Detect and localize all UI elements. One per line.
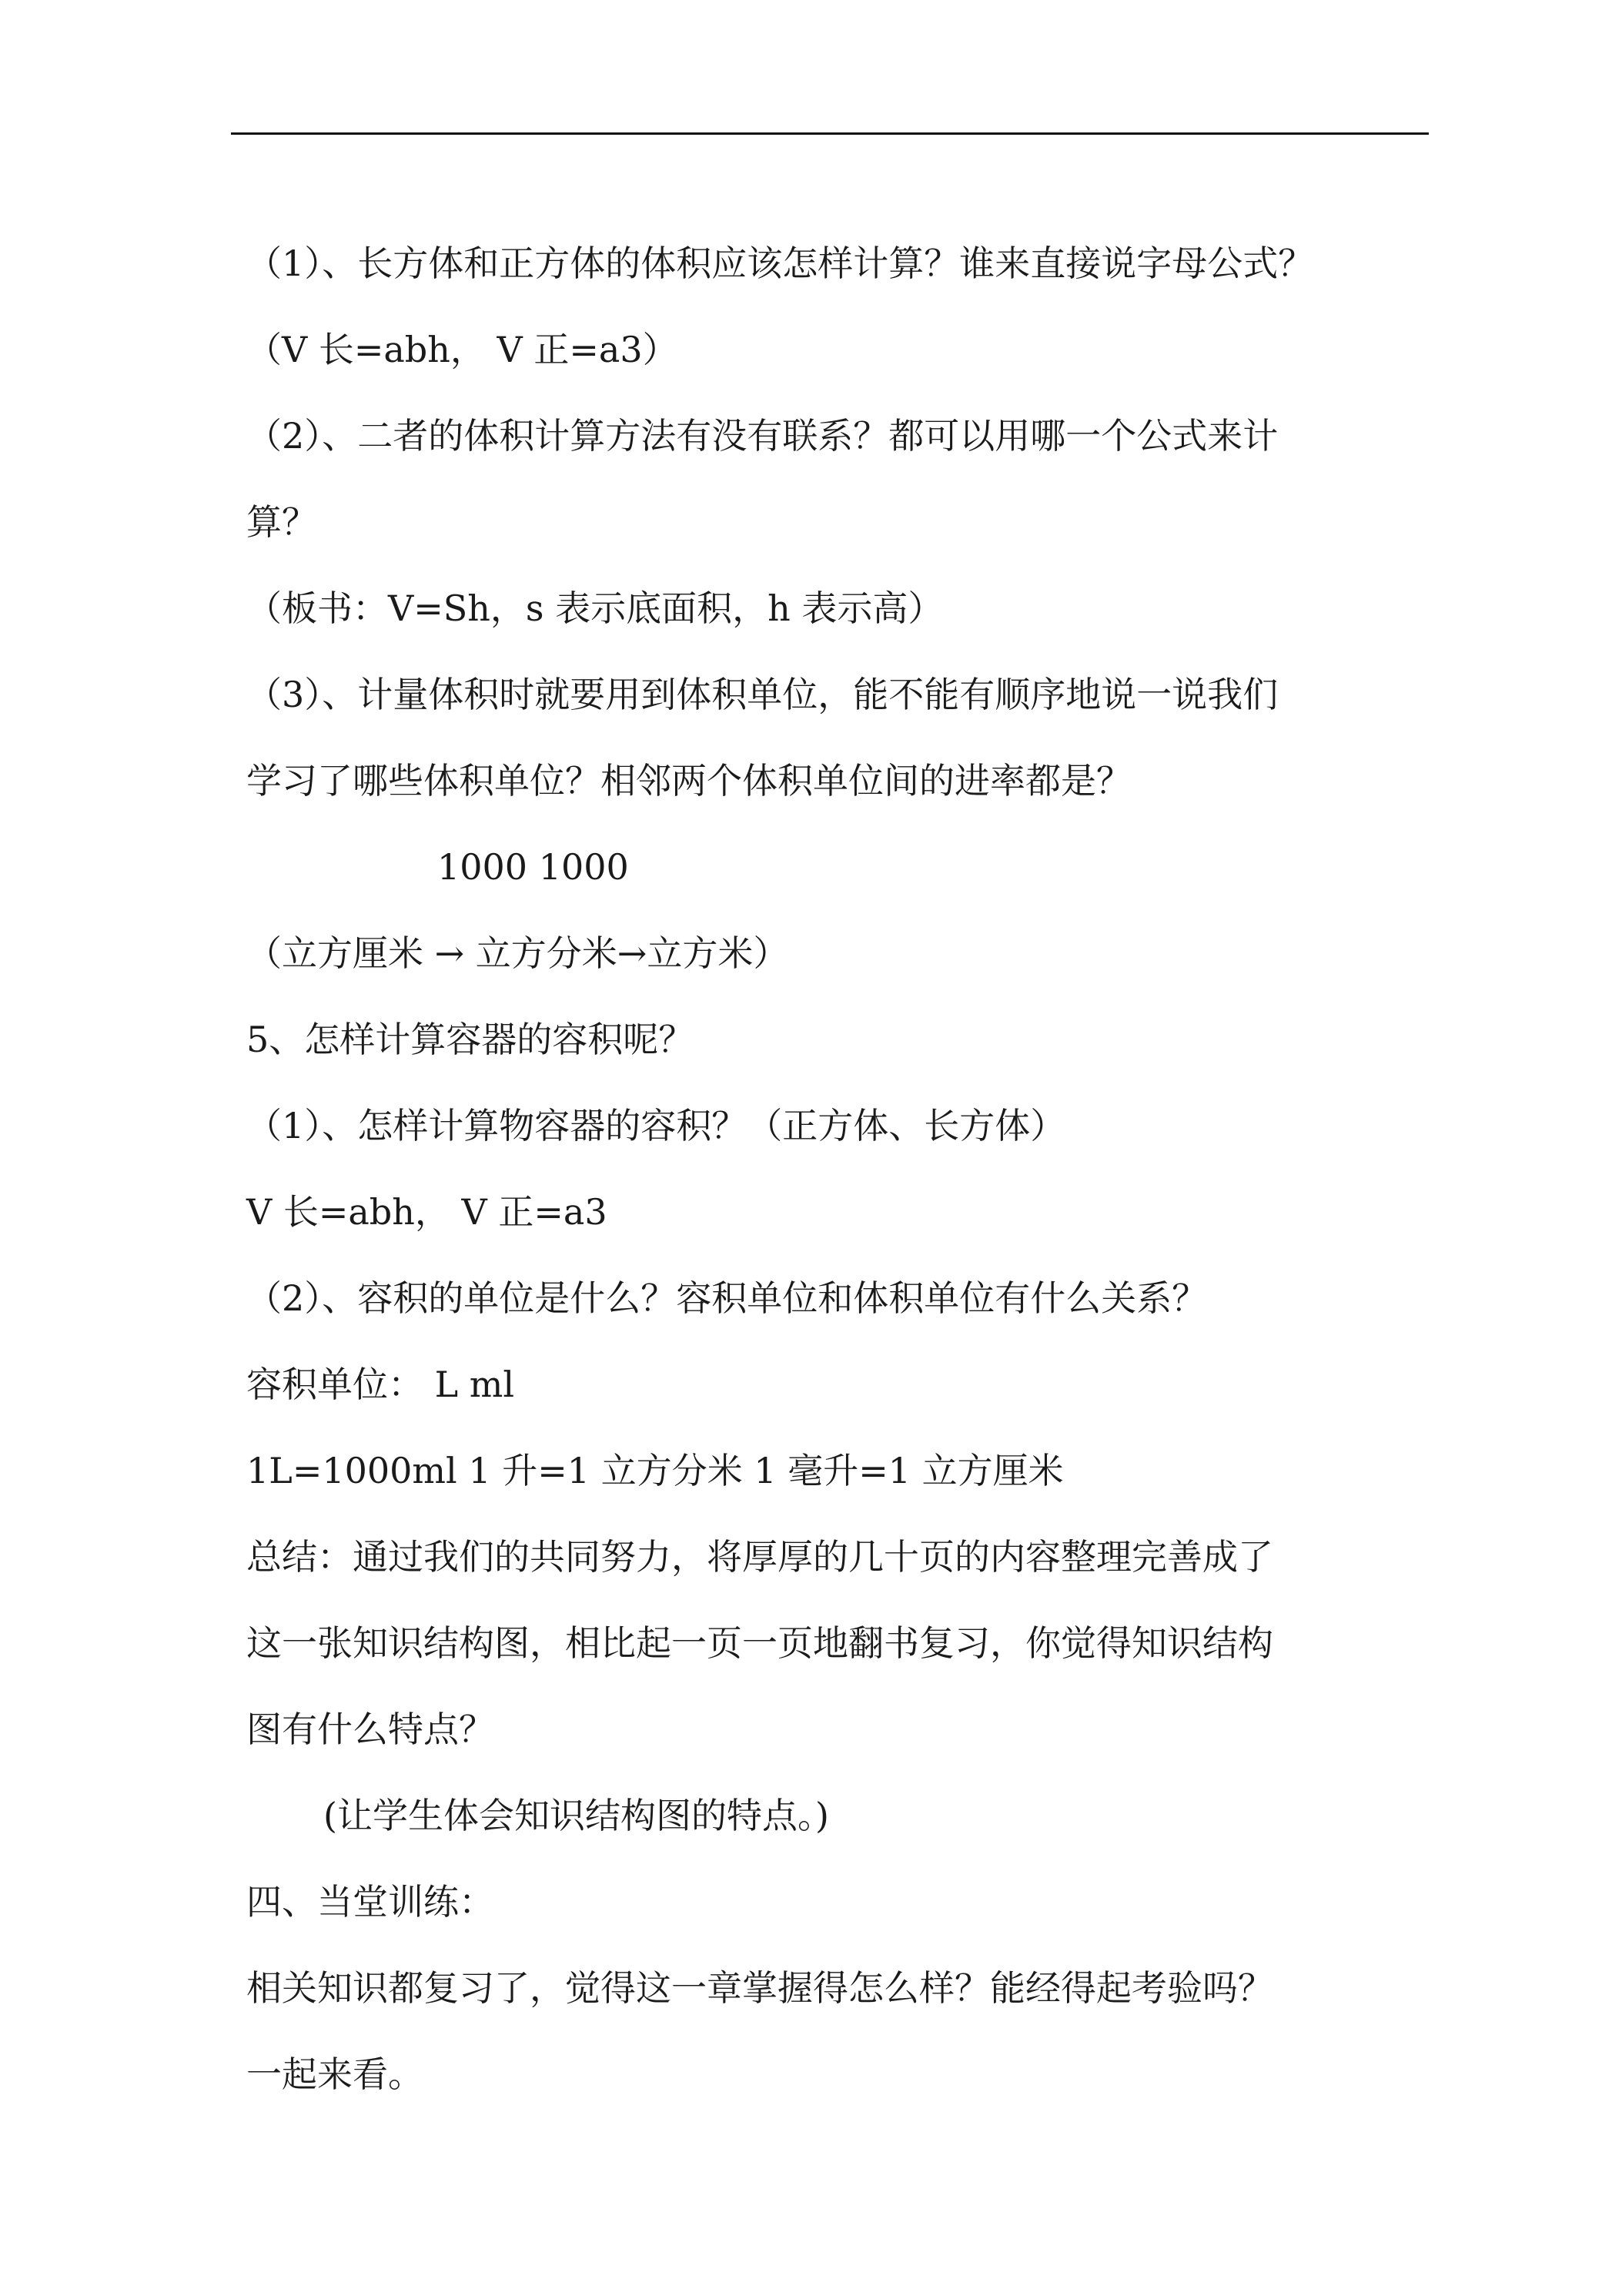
text-line-capacity-heading: 5、怎样计算容器的容积呢？ (246, 1019, 694, 1060)
text-line-capacity-units: 容积单位： L ml (246, 1364, 515, 1405)
text-line-volume-formula-question: （1）、长方体和正方体的体积应该怎样计算？谁来直接说字母公式？ (246, 243, 1314, 284)
text-line-volume-formula-answer: （V 长=abh， V 正=a3） (246, 329, 678, 370)
text-line-summary: 总结：通过我们的共同努力，将厚厚的几十页的内容整理完善成了 (246, 1536, 1273, 1578)
text-line-summary-end: 图有什么特点？ (246, 1709, 494, 1750)
text-line-student-note: (让学生体会知识结构图的特点。) (323, 1795, 829, 1836)
text-line-capacity-question: （1）、怎样计算物容器的容积？（正方体、长方体） (246, 1105, 1066, 1146)
text-line-relationship-question-cont: 算？ (246, 501, 317, 543)
text-line-unit-chain: （立方厘米 → 立方分米→立方米） (246, 932, 789, 974)
text-line-capacity-unit-question: （2）、容积的单位是什么？容积单位和体积单位有什么关系？ (246, 1277, 1208, 1319)
text-line-volume-units-question: （3）、计量体积时就要用到体积单位，能不能有顺序地说一说我们 (246, 674, 1279, 715)
text-line-blackboard-formula: （板书：V=Sh，s 表示底面积，h 表示高） (246, 587, 944, 629)
text-line-section-heading: 四、当堂训练： (246, 1881, 494, 1923)
text-line-conversion-rates: 1000 1000 (437, 846, 629, 888)
header-rule (231, 132, 1429, 135)
text-line-unit-equivalences: 1L=1000ml 1 升=1 立方分米 1 毫升=1 立方厘米 (246, 1450, 1064, 1491)
text-line-capacity-formula: V 长=abh， V 正=a3 (246, 1191, 607, 1233)
text-line-practice-intro-end: 一起来看。 (246, 2053, 423, 2095)
text-line-volume-units-question-cont: 学习了哪些体积单位？相邻两个体积单位间的进率都是？ (246, 760, 1132, 802)
text-line-summary-cont: 这一张知识结构图，相比起一页一页地翻书复习，你觉得知识结构 (246, 1622, 1273, 1664)
text-line-practice-intro: 相关知识都复习了，觉得这一章掌握得怎么样？能经得起考验吗？ (246, 1967, 1273, 2009)
text-line-relationship-question: （2）、二者的体积计算方法有没有联系？都可以用哪一个公式来计 (246, 415, 1279, 457)
